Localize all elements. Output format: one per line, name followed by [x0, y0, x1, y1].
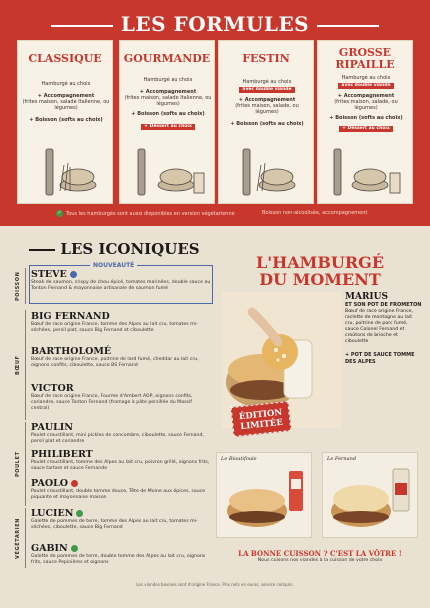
card-line: Hamburgé au choix: [41, 81, 91, 87]
item-name: BIG FERNAND: [31, 311, 110, 322]
section-divider: [25, 508, 26, 568]
card-line: + Accompagnement: [337, 93, 395, 99]
marius-description: Bœuf de race origine France, raclette de montagne au lait cru, poitrine de porc fumé, sauce Colonel Fernand et croûtons de brioche et ciboulette: [345, 309, 414, 344]
new-item-icon: [70, 271, 77, 278]
item-name: PAOLO: [31, 478, 211, 489]
card-tag-row: [223, 86, 311, 93]
moment-title: L'HAMBURGÉ DU MOMENT: [255, 253, 385, 289]
section-label-vegetarien: VÉGÉTARIEN: [15, 517, 21, 559]
title-rule-right: [317, 25, 379, 27]
double-viande-tag: avec double viande: [239, 87, 294, 93]
formule-card-festin: [218, 40, 314, 204]
section-divider: [25, 268, 26, 304]
title-rule-left: [51, 25, 113, 27]
card-line: (frites maison, salade Italienne, ou légumes): [22, 99, 110, 111]
formules-footnote-left: ✓ Tous les hamburgés sont aussi disponibles en version végétarienne: [57, 210, 235, 217]
section-divider: [25, 310, 26, 420]
item-description: Bœuf de race origine France, tomme des Alpes au lait cru, tomates mi-séchées, persil plat, sauce Big Fernand et ciboulette: [31, 322, 198, 333]
item-description: Bœuf de race origine France, Fourme d'Ambert AOP, oignons confits, coriandre, sauce Tonton Fernand (fromage à pâte persillée du Massif central): [31, 394, 193, 411]
bottom-legal-note: Les viandes bovines sont d'origine France. Prix nets en euros, service compris.: [136, 582, 294, 587]
item-description: Poulet croustillant, mini pickles de concombre, ciboulette, sauce Fernand, persil plat et coriandre: [31, 433, 204, 444]
marius-name: MARIUS: [345, 292, 388, 302]
title-rule-left: [29, 249, 55, 251]
menu-item-victor: [31, 383, 211, 412]
vegetarian-icon: [71, 545, 78, 552]
menu-item-philibert: [31, 449, 211, 472]
item-name: PAULIN: [31, 422, 73, 433]
card-line: + Accompagnement: [238, 97, 296, 103]
card-line: (frites maison, salade, ou légumes): [235, 103, 299, 115]
marius-subtitle: ET SON POT DE FROMETON: [345, 302, 422, 308]
item-description: Steak de saumon, crispy de chou épicé, tomates marinées, double sauce au Tonton Fernand & mayonnaise artisanale de saumon fumé: [31, 280, 211, 291]
card-title: FESTIN: [242, 52, 290, 65]
dessert-tag: + Dessert au choix: [339, 126, 393, 132]
spicy-icon: [71, 480, 78, 487]
card-line: (frites maison, salade Italienne, ou légumes): [124, 95, 212, 107]
cuisson-subtitle: Nous cuisons nos viandes à la cuisson de votre choix: [257, 558, 383, 563]
item-description: Bœuf de race origine France, poitrine de lard fumé, cheddar au lait cru, oignons confits, ciboulette, sauce BS Fernand: [31, 357, 199, 368]
formule-card-grosse-ripaille: [317, 40, 413, 204]
burger-thumb-illustration: [217, 453, 312, 538]
card-line: + Boisson (softs au choix): [230, 121, 304, 127]
item-name: PHILIBERT: [31, 449, 93, 460]
card-line: Hamburgé au choix: [143, 77, 193, 83]
formules-footnote-right: Boisson non-alcoolisée, accompagnement: [262, 210, 368, 216]
card-tag-row: [322, 82, 410, 89]
item-name: VICTOR: [31, 383, 74, 394]
formule-illustration: [128, 145, 208, 199]
item-description: Galette de pommes de terre, double tomme des Alpes au lait cru, oignons frits, sauce Pepinières et oignons: [31, 554, 206, 565]
item-description: Poulet croustillant, double tomme douce, Tête de Moine aux épices, sauce piquante et mayonnaise maison: [31, 489, 206, 500]
section-label-boeuf: BŒUF: [15, 355, 21, 375]
item-description: Poulet croustillant, tomme des Alpes au lait cru, poivron grillé, oignons frits, sauce tartare et sauce Fernande: [31, 460, 210, 471]
cuisson-title: LA BONNE CUISSON ? C'EST LA VÔTRE !: [238, 549, 402, 558]
section-divider: [25, 422, 26, 506]
card-line: + Boisson (softs au choix): [131, 111, 205, 117]
nouveaute-badge: NOUVEAUTÉ: [90, 262, 137, 269]
iconiques-title: LES ICONIQUES: [14, 240, 210, 276]
formule-illustration: [26, 145, 106, 199]
edition-limitee-badge: ÉDITION LIMITÉE: [231, 401, 292, 437]
menu-item-lucien: [31, 508, 211, 531]
formule-illustration: [326, 145, 406, 199]
item-name: GABIN: [31, 543, 211, 554]
menu-item-steve: [31, 269, 211, 292]
thumb-fernand: [322, 452, 418, 538]
thumb-caption: Le Fernand: [327, 456, 357, 462]
formule-card-classique: [17, 40, 113, 204]
card-tag-row: [124, 123, 212, 130]
card-line: + Accompagnement: [37, 93, 95, 99]
formules-title: LES FORMULES: [0, 12, 430, 36]
vegetarian-icon: [76, 510, 83, 517]
menu-item-paulin: [31, 422, 211, 445]
formule-illustration: [227, 145, 307, 199]
vegetarian-check-icon: ✓: [57, 210, 62, 216]
card-tag-row: [322, 125, 410, 132]
formule-card-gourmande: [119, 40, 215, 204]
card-line: + Accompagnement: [139, 89, 197, 95]
item-name: LUCIEN: [31, 508, 211, 519]
menu-item-bartholome: [31, 346, 211, 369]
formules-section: [0, 0, 430, 226]
menu-item-paolo: [31, 478, 211, 501]
item-name: STEVE: [31, 269, 211, 280]
thumb-bioutifoule: [216, 452, 312, 538]
item-name: BARTHOLOMÉ: [31, 346, 112, 357]
section-label-poulet: POULET: [15, 451, 21, 477]
card-title: GROSSE RIPAILLE: [335, 46, 395, 71]
card-line: (frites maison, salade, ou légumes): [334, 99, 398, 111]
card-title: GOURMANDE: [123, 52, 211, 65]
marius-extra: + POT DE SAUCE TOMME DES ALPES: [345, 352, 415, 365]
burger-thumb-illustration: [323, 453, 418, 538]
menu-item-big-fernand: [31, 311, 211, 334]
card-title: CLASSIQUE: [28, 52, 102, 65]
double-viande-tag: avec double viande: [338, 83, 393, 89]
item-description: Galette de pommes de terre, tomme des Alpes au lait cru, tomates mi-séchées, ciboulette, sauce Big Fernand: [31, 519, 198, 530]
dessert-tag: + Dessert au choix: [141, 124, 195, 130]
section-label-poisson: POISSON: [15, 271, 21, 301]
card-line: + Boisson (softs au choix): [329, 115, 403, 121]
card-line: Hamburgé au choix: [341, 75, 391, 81]
menu-item-gabin: [31, 543, 211, 566]
card-line: + Boisson (softs au choix): [29, 117, 103, 123]
card-line: Hamburgé au choix: [242, 79, 292, 85]
thumb-caption: Le Bioutifoule: [221, 456, 257, 462]
